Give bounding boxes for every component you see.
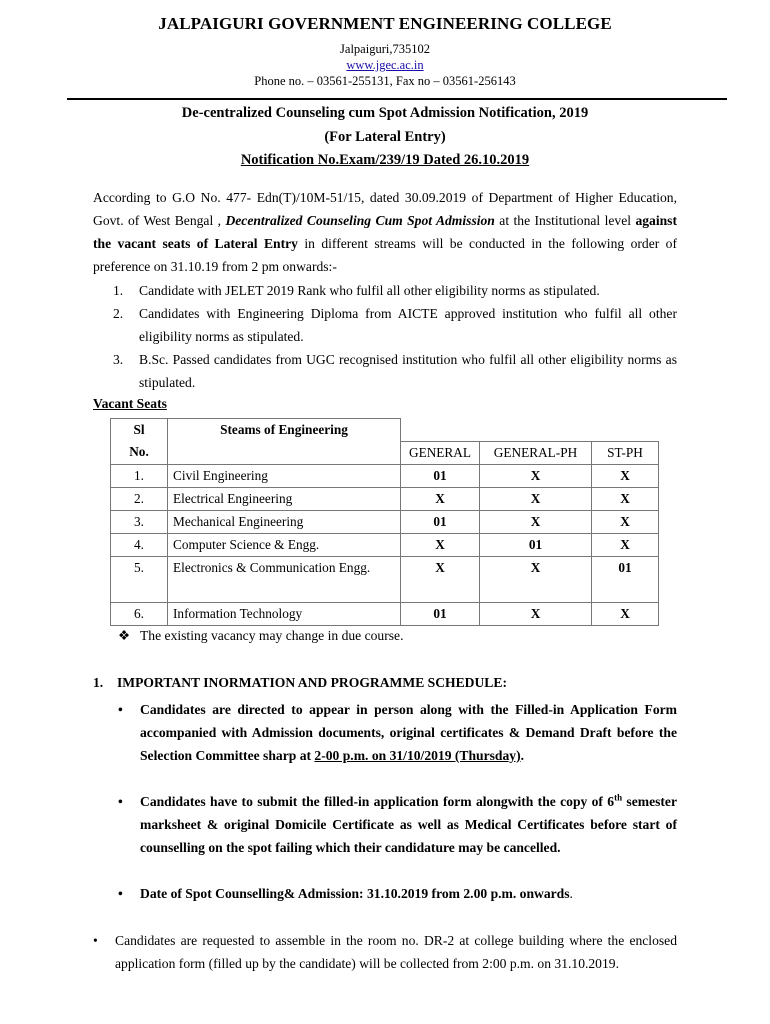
college-website-link[interactable]: www.jgec.ac.in — [346, 58, 424, 72]
bullet2-sup: th — [614, 792, 623, 803]
row-stream: Electronics & Communication Engg. — [168, 556, 401, 602]
header-stream-blank — [168, 441, 401, 464]
notification-subtitle: (For Lateral Entry) — [324, 129, 446, 145]
intro-text-3: in different streams will be conducted in the following order of preference on 31.10.19 from 2 pm onwards:- — [93, 236, 678, 274]
row-general-ph: X — [480, 556, 592, 602]
preference-text: B.Sc. Passed candidates from UGC recognised institution who fulfil all other eligibility norms as stipulated. — [139, 352, 677, 390]
schedule-bullet — [118, 882, 677, 905]
bullet1-text: Candidates are directed to appear in person along with the Filled-in Application Form accompanied with Admission documents, original certificates & Demand Draft before the Selection Committee sharp at — [140, 702, 677, 763]
intro-emphasis: Decentralized Counseling Cum Spot Admission — [225, 213, 495, 228]
row-stream: Civil Engineering — [168, 464, 401, 487]
row-general: 01 — [401, 602, 480, 625]
vacancy-note — [118, 628, 403, 644]
row-sl: 2. — [111, 487, 168, 510]
college-website-line — [0, 58, 770, 73]
row-st-ph: X — [592, 602, 659, 625]
college-address: Jalpaiguri,735102 — [340, 42, 430, 56]
bullet2-text-2: semester marksheet & original Domicile Certificate as well as Medical Certificates before start of counselling on the spot failing which their candidature may be cancelled. — [140, 794, 677, 855]
header-st-ph: ST-PH — [592, 441, 659, 464]
row-sl: 6. — [111, 602, 168, 625]
schedule-number: 1. — [93, 675, 104, 690]
table-row — [111, 510, 659, 533]
row-st-ph: 01 — [592, 556, 659, 602]
row-general: X — [401, 556, 480, 602]
row-sl: 3. — [111, 510, 168, 533]
vacant-seats-table — [110, 418, 659, 626]
intro-bold: against the vacant seats of Lateral Entry — [93, 213, 677, 251]
bullet1-date: 2-00 p.m. on 31/10/2019 (Thursday) — [314, 748, 521, 763]
bullet3-end: . — [569, 886, 573, 901]
row-st-ph: X — [592, 510, 659, 533]
row-general-ph: X — [480, 602, 592, 625]
row-st-ph: X — [592, 487, 659, 510]
bullet-icon: • — [118, 702, 123, 717]
preference-number: 1. — [113, 283, 124, 298]
notification-title: De-centralized Counseling cum Spot Admission Notification, 2019 — [181, 105, 589, 121]
preference-item — [93, 302, 677, 348]
table-row — [111, 533, 659, 556]
row-general: X — [401, 487, 480, 510]
schedule-bullet-text — [140, 698, 677, 767]
row-general-ph: X — [480, 464, 592, 487]
header-general-ph: GENERAL-PH — [480, 441, 592, 464]
header-general: GENERAL — [401, 441, 480, 464]
bullet-icon: • — [118, 794, 123, 809]
intro-text-1: According to G.O No. 477- Edn(T)/10M-51/15, dated 30.09.2019 of Department of Higher Education, Govt. of West Bengal , — [93, 190, 677, 228]
bullet3-text: Date of Spot Counselling& Admission: 31.10.2019 from 2.00 p.m. onwards — [140, 886, 570, 901]
row-general-ph: X — [480, 487, 592, 510]
bullet1-end: . — [520, 748, 525, 763]
vacancy-note-text: The existing vacancy may change in due course. — [140, 628, 404, 643]
row-sl: 1. — [111, 464, 168, 487]
schedule-heading — [93, 675, 507, 691]
table-row — [111, 602, 659, 625]
schedule-bullet-text — [140, 882, 677, 905]
row-st-ph: X — [592, 533, 659, 556]
schedule-bullet — [118, 698, 677, 767]
preference-item — [93, 348, 677, 394]
assembly-bullet-text: Candidates are requested to assemble in the room no. DR-2 at college building where the enclosed application form (filled up by the candidate) will be collected from 2:00 p.m. on 31.10.2019. — [115, 933, 677, 971]
bullet-icon: • — [118, 886, 123, 901]
preference-number: 2. — [113, 306, 124, 321]
header-no: No. — [111, 441, 168, 464]
row-stream: Mechanical Engineering — [168, 510, 401, 533]
bullet2-text-1: Candidates have to submit the filled-in application form alongwith the copy of 6 — [140, 794, 615, 809]
row-general: X — [401, 533, 480, 556]
table-row — [111, 487, 659, 510]
preference-number: 3. — [113, 352, 124, 367]
schedule-bullet — [118, 790, 677, 859]
preference-text: Candidates with Engineering Diploma from AICTE approved institution who fulfil all other eligibility norms as stipulated. — [139, 306, 677, 344]
vacant-seats-heading: Vacant Seats — [93, 396, 167, 411]
table-row — [111, 464, 659, 487]
row-stream: Computer Science & Engg. — [168, 533, 401, 556]
notification-number: Notification No.Exam/239/19 Dated 26.10.2019 — [240, 152, 530, 168]
college-name: JALPAIGURI GOVERNMENT ENGINEERING COLLEGE — [158, 14, 612, 33]
row-stream: Electrical Engineering — [168, 487, 401, 510]
bullet-icon: • — [93, 933, 98, 948]
preference-item — [93, 279, 677, 302]
row-general-ph: 01 — [480, 533, 592, 556]
schedule-bullet-text — [140, 790, 677, 859]
table-header-row-1 — [111, 419, 659, 442]
table-header-row-2 — [111, 441, 659, 464]
assembly-bullet — [93, 929, 677, 975]
intro-paragraph — [93, 186, 677, 278]
diamond-bullet-icon: ❖ — [118, 628, 131, 643]
header-sl: Sl — [111, 419, 168, 442]
intro-text-2: at the Institutional level — [494, 213, 636, 228]
header-stream: Steams of Engineering — [168, 419, 401, 442]
header-divider — [67, 98, 727, 100]
preference-text: Candidate with JELET 2019 Rank who fulfil all other eligibility norms as stipulated. — [139, 283, 600, 298]
row-sl: 5. — [111, 556, 168, 602]
row-general: 01 — [401, 464, 480, 487]
row-sl: 4. — [111, 533, 168, 556]
header-blank — [401, 419, 659, 442]
row-st-ph: X — [592, 464, 659, 487]
schedule-heading-text: IMPORTANT INORMATION AND PROGRAMME SCHEDULE: — [117, 675, 507, 690]
row-general: 01 — [401, 510, 480, 533]
college-contact: Phone no. – 03561-255131, Fax no – 03561-256143 — [254, 74, 516, 88]
row-stream: Information Technology — [168, 602, 401, 625]
row-general-ph: X — [480, 510, 592, 533]
table-row — [111, 556, 659, 602]
